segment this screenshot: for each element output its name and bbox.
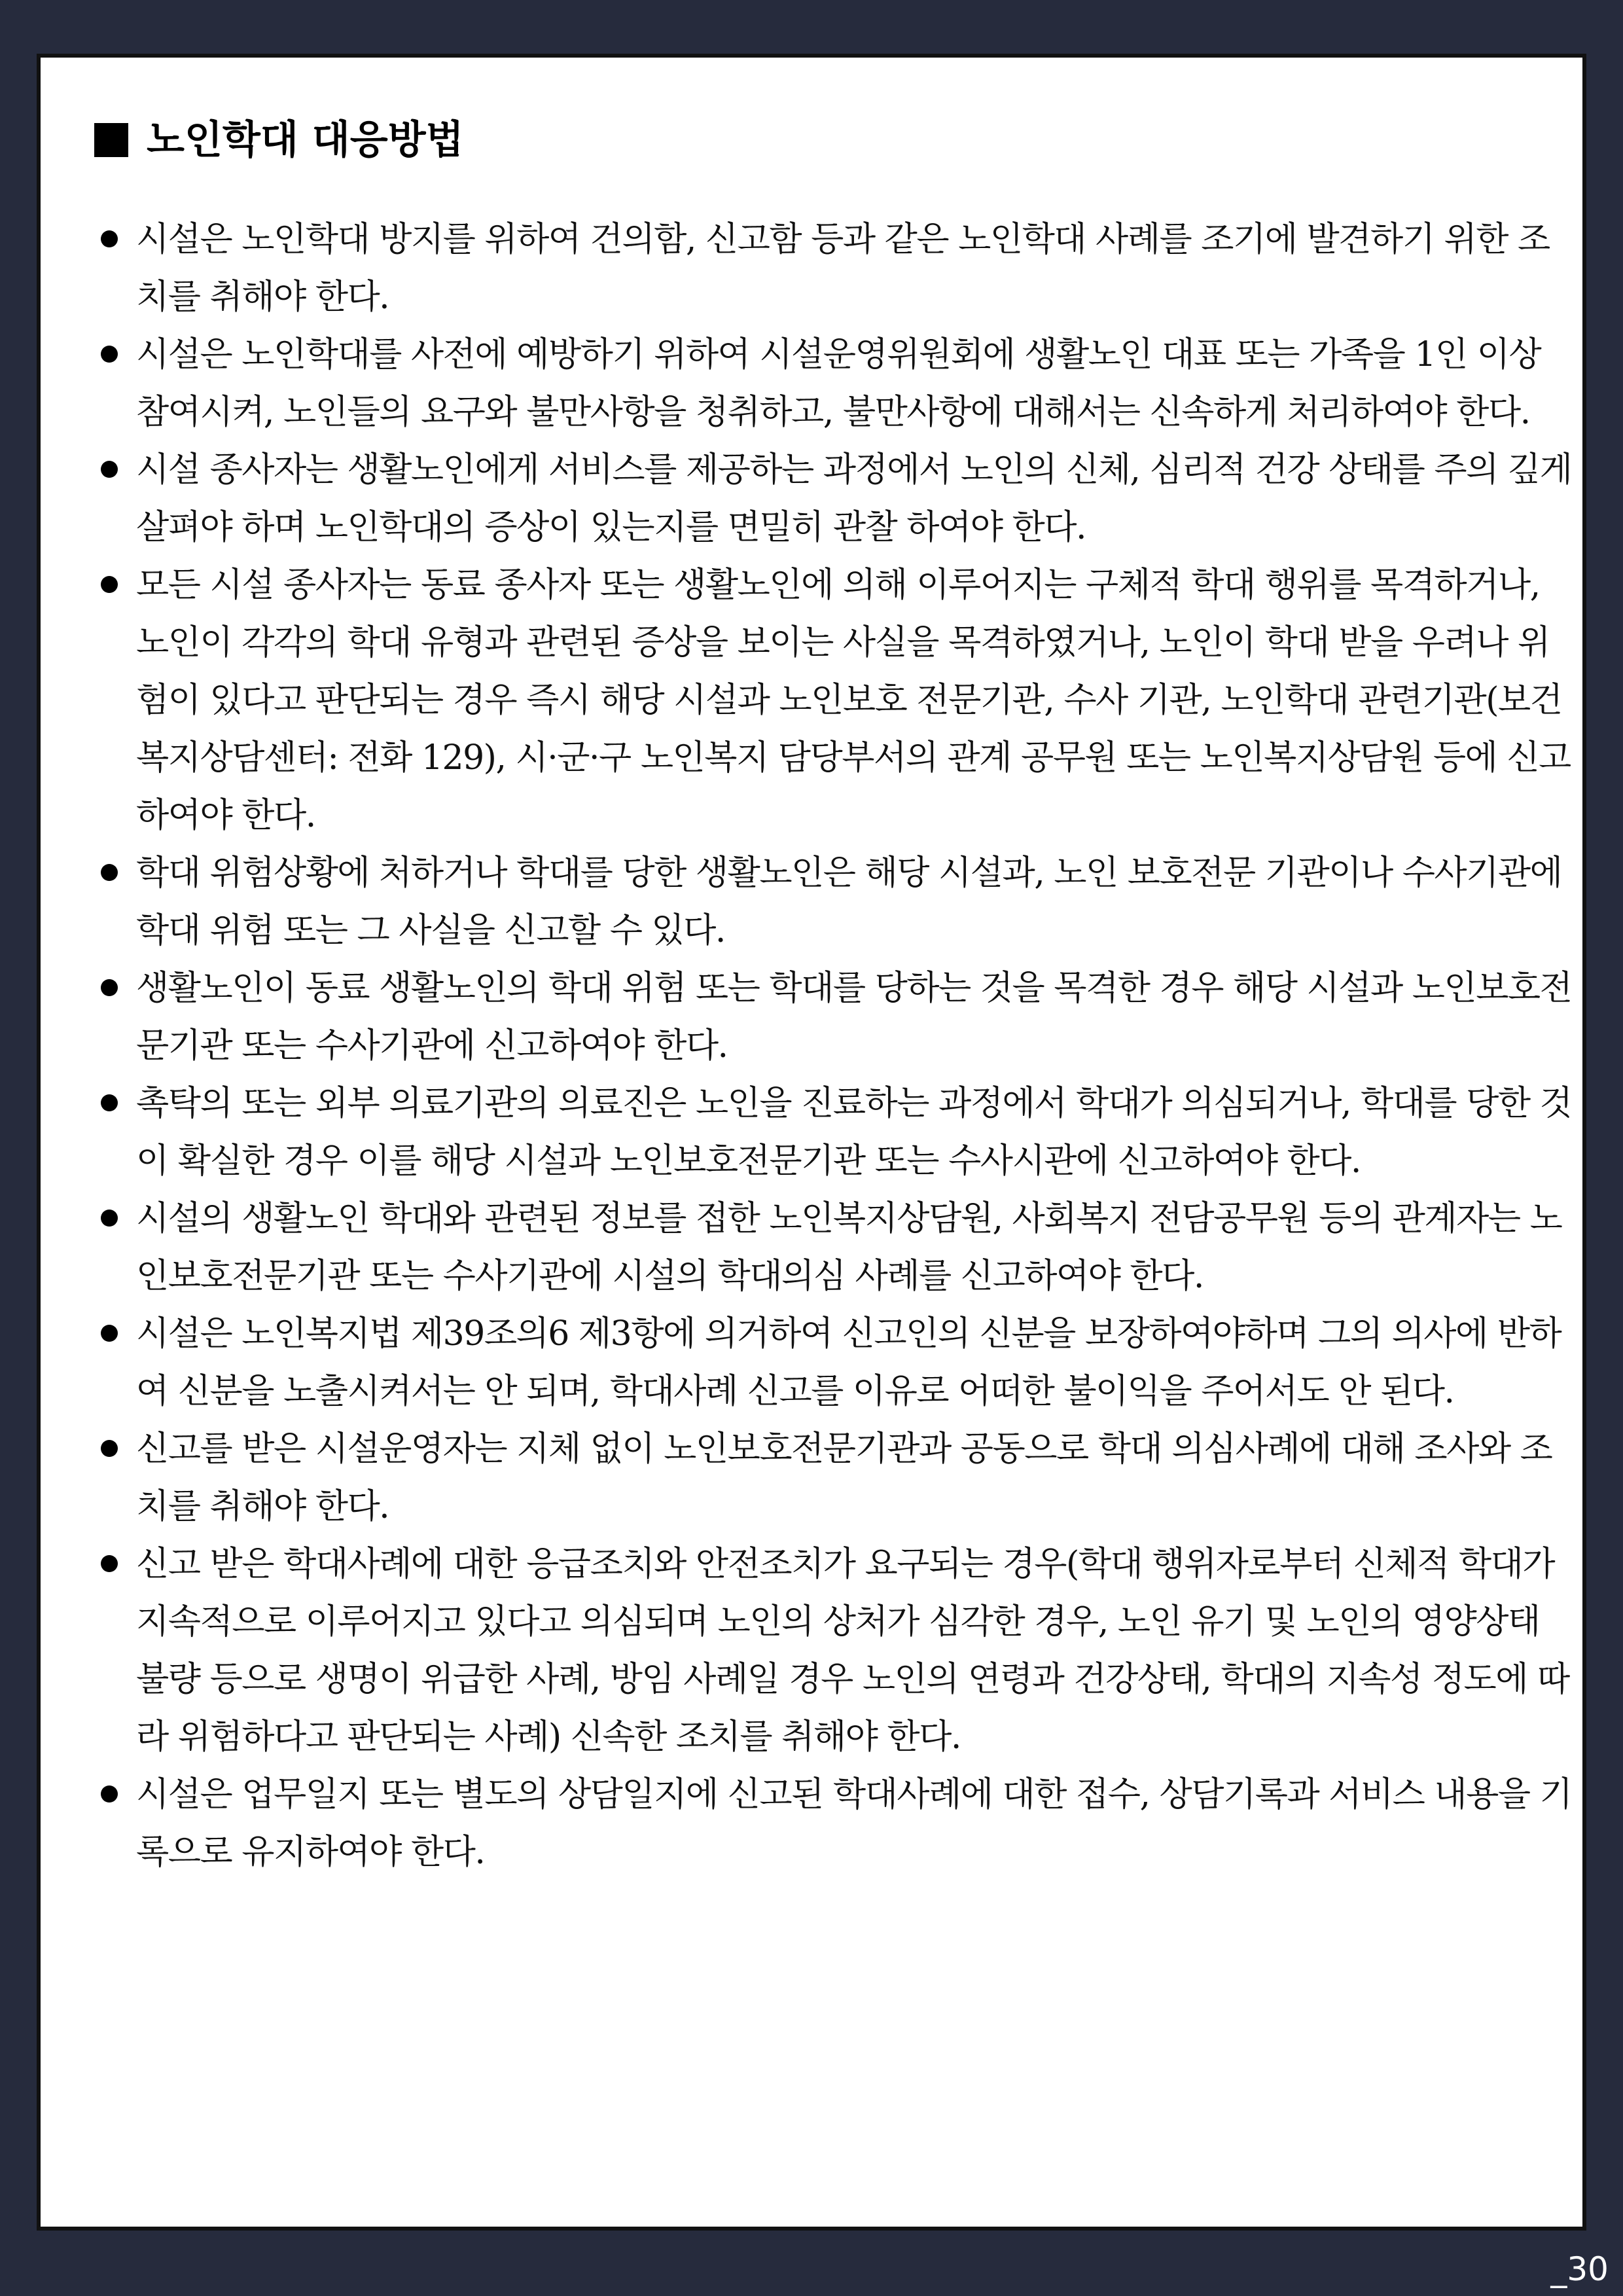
list-item-text: 시설은 업무일지 또는 별도의 상담일지에 신고된 학대사례에 대한 접수, 상담기록과 서비스 내용을 기록으로 유지하여야 한다.: [136, 1775, 1572, 1872]
list-item: [94, 1305, 1576, 1420]
bullet-icon: [101, 1440, 118, 1457]
bullet-icon: [101, 346, 118, 363]
section-header: [94, 109, 1576, 171]
list-item-text: 시설은 노인복지법 제39조의6 제3항에 의거하여 신고인의 신분을 보장하여야하며 그의 의사에 반하여 신분을 노출시켜서는 안 되며, 학대사례 신고를 이유로 어떠한 불이익을 주어서도 안 된다.: [136, 1314, 1561, 1411]
list-item: [94, 326, 1576, 441]
bullet-list: [94, 211, 1576, 1881]
bullet-icon: [101, 461, 118, 478]
list-item-text: 신고 받은 학대사례에 대한 응급조치와 안전조치가 요구되는 경우(학대 행위자로부터 신체적 학대가 지속적으로 이루어지고 있다고 의심되며 노인의 상처가 심각한 경우, 노인 유기 및 노인의 영양상태 불량 등으로 생명이 위급한 사례, 방임 사례일 경우 노인의 연령과 건강상태, 학대의 지속성 정도에 따라 위험하다고 판단되는 사례) 신속한 조치를 취해야 한다.: [136, 1545, 1569, 1757]
black-square-icon: [94, 123, 128, 157]
bullet-icon: [101, 1555, 118, 1572]
bullet-icon: [101, 1785, 118, 1803]
bullet-icon: [101, 1094, 118, 1111]
list-item: [94, 1075, 1576, 1190]
section-title: 노인학대 대응방법: [147, 117, 464, 163]
list-item: [94, 556, 1576, 844]
list-item: [94, 1766, 1576, 1881]
bullet-icon: [101, 576, 118, 593]
document-page: [37, 54, 1586, 2231]
list-item-text: 시설은 노인학대 방지를 위하여 건의함, 신고함 등과 같은 노인학대 사례를 조기에 발견하기 위한 조치를 취해야 한다.: [136, 220, 1550, 317]
list-item: [94, 211, 1576, 326]
list-item: [94, 960, 1576, 1075]
bullet-icon: [101, 230, 118, 247]
list-item-text: 모든 시설 종사자는 동료 종사자 또는 생활노인에 의해 이루어지는 구체적 학대 행위를 목격하거나, 노인이 각각의 학대 유형과 관련된 증상을 보이는 사실을 목격하였거나, 노인이 학대 받을 우려나 위험이 있다고 판단되는 경우 즉시 해당 시설과 노인보호 전문기관, 수사 기관, 노인학대 관련기관(보건복지상담센터: 전화 129), 시·군·구 노인복지 담당부서의 관계 공무원 또는 노인복지상담원 등에 신고하여야 한다.: [136, 565, 1571, 835]
list-item: [94, 441, 1576, 556]
list-item-text: 학대 위험상황에 처하거나 학대를 당한 생활노인은 해당 시설과, 노인 보호전문 기관이나 수사기관에 학대 위험 또는 그 사실을 신고할 수 있다.: [136, 853, 1562, 950]
list-item: [94, 1190, 1576, 1305]
list-item-text: 신고를 받은 시설운영자는 지체 없이 노인보호전문기관과 공동으로 학대 의심사례에 대해 조사와 조치를 취해야 한다.: [136, 1429, 1552, 1526]
page-content: [94, 109, 1576, 1881]
list-item: [94, 844, 1576, 960]
list-item-text: 시설 종사자는 생활노인에게 서비스를 제공하는 과정에서 노인의 신체, 심리적 건강 상태를 주의 깊게 살펴야 하며 노인학대의 증상이 있는지를 면밀히 관찰 하여야 한다.: [136, 450, 1572, 547]
list-item-text: 시설의 생활노인 학대와 관련된 정보를 접한 노인복지상담원, 사회복지 전담공무원 등의 관계자는 노인보호전문기관 또는 수사기관에 시설의 학대의심 사례를 신고하여야 한다.: [136, 1199, 1562, 1296]
list-item-text: 촉탁의 또는 외부 의료기관의 의료진은 노인을 진료하는 과정에서 학대가 의심되거나, 학대를 당한 것이 확실한 경우 이를 해당 시설과 노인보호전문기관 또는 수사시관에 신고하여야 한다.: [136, 1084, 1572, 1181]
list-item: [94, 1420, 1576, 1535]
bullet-icon: [101, 864, 118, 881]
bullet-icon: [101, 1325, 118, 1342]
list-item-text: 생활노인이 동료 생활노인의 학대 위험 또는 학대를 당하는 것을 목격한 경우 해당 시설과 노인보호전문기관 또는 수사기관에 신고하여야 한다.: [136, 969, 1572, 1066]
list-item: [94, 1535, 1576, 1766]
bullet-icon: [101, 979, 118, 996]
list-item-text: 시설은 노인학대를 사전에 예방하기 위하여 시설운영위원회에 생활노인 대표 또는 가족을 1인 이상 참여시켜, 노인들의 요구와 불만사항을 청취하고, 불만사항에 대해서는 신속하게 처리하여야 한다.: [136, 335, 1541, 432]
page-number: _30: [1550, 2250, 1609, 2288]
bullet-icon: [101, 1210, 118, 1227]
